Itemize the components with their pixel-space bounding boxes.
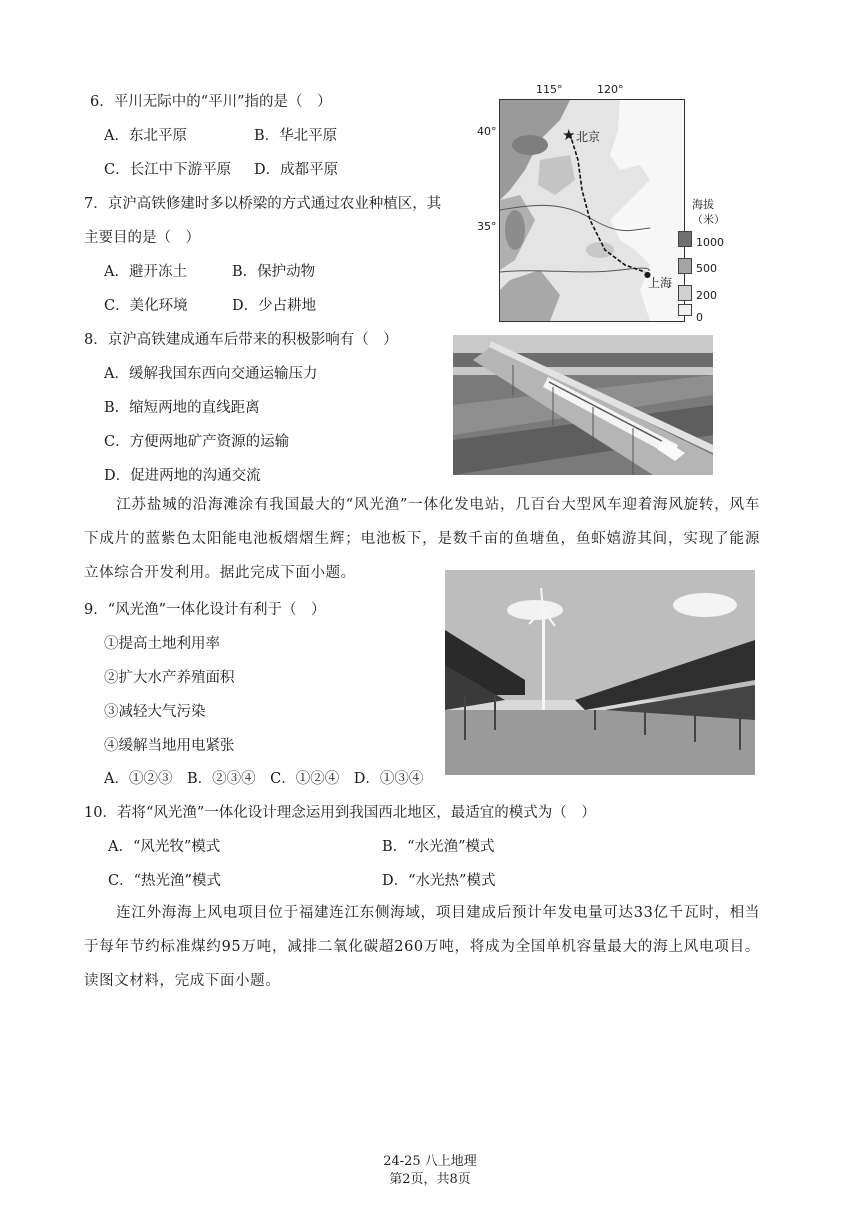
map-city-beijing: 北京 [576, 130, 601, 144]
legend-label-1000: 1000 [696, 236, 724, 249]
terrain-map [499, 99, 685, 322]
passage-lianjiang-wind: 连江外海海上风电项目位于福建连江东侧海域，项目建成后预计年发电量可达33亿千瓦时，相当于每年节约标准煤约95万吨，减排二氧化碳超260万吨，将成为全国单机容量最大的海上风电项目。读图文材料，完成下面小题。 [84, 905, 760, 989]
q8-option-a[interactable]: A．缓解我国东西向交通运输压力 [104, 366, 318, 382]
legend-title-1: 海拔 [692, 198, 714, 211]
q7-stem-line2: 主要目的是（ ） [84, 230, 200, 246]
q9-choices[interactable]: A．①②③ B．②③④ C．①②④ D．①③④ [104, 771, 424, 787]
q7-option-b[interactable]: B．保护动物 [232, 264, 316, 280]
legend-swatch-mid [678, 258, 692, 274]
wind-solar-fishery-photo [445, 570, 755, 775]
q8-option-c[interactable]: C．方便两地矿产资源的运输 [104, 434, 290, 450]
footer-subject: 24-25 八上地理 [383, 1154, 477, 1169]
q9-statement-1: ①提高土地利用率 [104, 636, 220, 652]
q10-option-a[interactable]: A．“风光牧”模式 [108, 839, 221, 855]
legend-swatch-low [678, 285, 692, 301]
legend-swatch-base [678, 304, 692, 316]
q6-option-c[interactable]: C．长江中下游平原 [104, 162, 232, 178]
map-lat-40: 40° [477, 125, 497, 138]
map-lat-35: 35° [477, 220, 497, 233]
q9-statement-4: ④缓解当地用电紧张 [104, 738, 235, 754]
footer-page-number: 第2页，共8页 [389, 1172, 471, 1187]
legend-swatch-high [678, 231, 692, 247]
beijing-star-icon: ★ [562, 126, 576, 144]
map-lon-120: 120° [597, 83, 624, 96]
q9-statement-3: ③减轻大气污染 [104, 704, 206, 720]
q9-stem: 9．“风光渔”一体化设计有利于（ ） [84, 602, 326, 618]
q6-stem: 6．平川无际中的“平川”指的是（ ） [90, 94, 332, 110]
q6-option-d[interactable]: D．成都平原 [254, 162, 339, 178]
map-lon-115: 115° [536, 83, 563, 96]
legend-label-200: 200 [696, 289, 717, 302]
q10-option-c[interactable]: C．“热光渔”模式 [108, 873, 221, 889]
q10-option-d[interactable]: D．“水光热”模式 [382, 873, 496, 889]
high-speed-rail-photo [453, 335, 713, 475]
q7-option-d[interactable]: D．少占耕地 [232, 298, 317, 314]
q7-stem-line1: 7．京沪高铁修建时多以桥梁的方式通过农业种植区，其 [84, 196, 442, 212]
shanghai-dot-icon: ● [644, 270, 651, 279]
legend-label-0: 0 [696, 311, 703, 324]
passage-fengguangyu: 江苏盐城的沿海滩涂有我国最大的“风光渔”一体化发电站，几百台大型风车迎着海风旋转，风车下成片的蓝紫色太阳能电池板熠熠生辉；电池板下，是数千亩的鱼塘鱼，鱼虾嬉游其间，实现了能源立体综合开发利用。据此完成下面小题。 [84, 497, 760, 581]
q8-option-b[interactable]: B．缩短两地的直线距离 [104, 400, 260, 416]
q8-stem: 8．京沪高铁建成通车后带来的积极影响有（ ） [84, 332, 398, 348]
q10-stem: 10．若将“风光渔”一体化设计理念运用到我国西北地区，最适宜的模式为（ ） [84, 805, 596, 821]
q7-option-a[interactable]: A．避开冻土 [104, 264, 187, 280]
q7-option-c[interactable]: C．美化环境 [104, 298, 188, 314]
q9-statement-2: ②扩大水产养殖面积 [104, 670, 235, 686]
map-city-shanghai: 上海 [648, 276, 673, 290]
q10-option-b[interactable]: B．“水光渔”模式 [382, 839, 495, 855]
q6-option-a[interactable]: A．东北平原 [104, 128, 187, 144]
q8-option-d[interactable]: D．促进两地的沟通交流 [104, 468, 261, 484]
legend-title-2: （米） [692, 213, 725, 226]
q6-option-b[interactable]: B．华北平原 [254, 128, 338, 144]
legend-label-500: 500 [696, 262, 717, 275]
